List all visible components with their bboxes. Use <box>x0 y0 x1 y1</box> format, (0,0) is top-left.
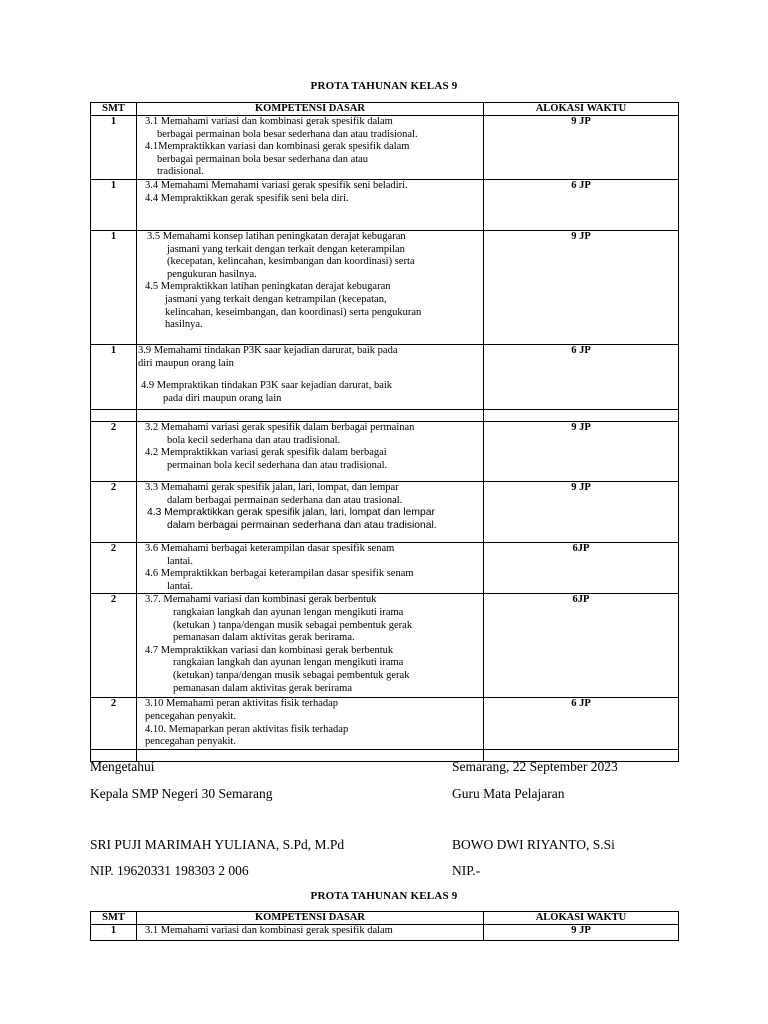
header-alokasi: ALOKASI WAKTU <box>484 103 679 116</box>
headmaster-nip: NIP. 19620331 198303 2 006 <box>90 863 249 878</box>
kd-line: 4.1Mempraktikkan variasi dan kombinasi gerak spesifik dalam <box>145 141 410 153</box>
table-header-row <box>91 103 679 116</box>
kd-line: 3.9 Memahami tindakan P3K saar kejadian darurat, baik pada <box>138 344 398 356</box>
kd-line: berbagai permainan bola besar sederhana dan atau <box>157 153 369 165</box>
table-row <box>91 542 679 593</box>
mengetahui-label: Mengetahui <box>90 759 155 774</box>
smt-cell: 2 <box>91 698 137 750</box>
kompetensi-cell <box>137 594 484 698</box>
empty-row <box>91 409 679 421</box>
kd-line: 3.10 Memahami peran aktivitas fisik terhadap <box>145 698 339 710</box>
alokasi-cell: 6JP <box>484 594 679 698</box>
smt-cell: 1 <box>91 179 137 230</box>
alokasi-cell: 6JP <box>484 542 679 593</box>
alokasi-cell: 9 JP <box>484 116 679 180</box>
kompetensi-cell <box>137 542 484 593</box>
kompetensi-cell <box>137 481 484 542</box>
kompetensi-cell <box>137 230 484 344</box>
empty-cell <box>91 409 137 421</box>
alokasi-cell: 9 JP <box>484 481 679 542</box>
kd-line: berbagai permainan bola besar sederhana dan atau tradisional. <box>157 128 418 140</box>
alokasi-cell: 6 JP <box>484 698 679 750</box>
table-row <box>91 179 679 230</box>
kd-line: rangkaian langkah dan ayunan lengan mengikuti irama <box>173 606 404 618</box>
kd-line: 3.4 Memahami Memahami variasi gerak spesifik seni beladiri. <box>145 179 408 191</box>
smt-cell: 1 <box>91 116 137 180</box>
prota-table-2 <box>90 911 679 941</box>
alokasi-cell: 6 JP <box>484 344 679 409</box>
kd-line: 4.7 Mempraktikkan variasi dan kombinasi gerak berbentuk <box>145 644 394 656</box>
kd-line: bola kecil sederhana dan atau tradisional. <box>167 434 341 446</box>
kd-line: jasmani yang terkait dengan ketrampilan (kecepatan, <box>165 293 387 305</box>
empty-cell <box>137 409 484 421</box>
kd-line: 4.3 Mempraktikkan gerak spesifik jalan, lari, lompat dan lempar <box>147 507 435 519</box>
prota-table <box>90 102 679 762</box>
smt-cell: 2 <box>91 481 137 542</box>
table-header-row <box>91 912 679 925</box>
kompetensi-cell <box>137 116 484 180</box>
kd-line: pencegahan penyakit. <box>145 710 236 722</box>
kompetensi-cell <box>137 421 484 481</box>
table-row <box>91 698 679 750</box>
teacher-nip: NIP.- <box>452 863 481 878</box>
kd-line: diri maupun orang lain <box>138 357 234 369</box>
kompetensi-cell <box>137 698 484 750</box>
kompetensi-cell: 3.1 Memahami variasi dan kombinasi gerak spesifik dalam <box>137 925 484 941</box>
headmaster-role: Kepala SMP Negeri 30 Semarang <box>90 786 273 801</box>
kd-line: 3.7. Memahami variasi dan kombinasi gerak berbentuk <box>145 594 377 606</box>
header-smt: SMT <box>91 103 137 116</box>
kd-line: lantai. <box>167 580 193 592</box>
table-row <box>91 421 679 481</box>
smt-cell: 2 <box>91 421 137 481</box>
kd-line: lantai. <box>167 555 193 567</box>
kd-line: pemanasan dalam aktivitas gerak berirama <box>173 682 353 694</box>
smt-cell: 2 <box>91 542 137 593</box>
kd-line: pengukuran hasilnya. <box>167 268 257 280</box>
kd-line: pada diri maupun orang lain <box>163 392 282 404</box>
kd-line: 3.5 Memahami konsep latihan peningkatan derajat kebugaran <box>147 230 406 242</box>
kd-line: 4.2 Mempraktikkan variasi gerak spesifik dalam berbagai <box>145 447 387 459</box>
header-smt: SMT <box>91 912 137 925</box>
alokasi-cell: 9 JP <box>484 230 679 344</box>
kd-line: dalam berbagai permainan sederhana dan atau tradisional. <box>167 519 437 531</box>
place-date: Semarang, 22 September 2023 <box>452 759 618 774</box>
kd-line: jasmani yang terkait dengan terkait dengan keterampilan <box>167 243 405 255</box>
kd-line: 4.4 Mempraktikkan gerak spesifik seni bela diri. <box>145 192 349 204</box>
kd-line: 4.5 Mempraktikkan latihan peningkatan derajat kebugaran <box>145 281 391 293</box>
spacer <box>138 370 483 380</box>
page-title-2: PROTA TAHUNAN KELAS 9 <box>310 890 458 902</box>
smt-cell: 1 <box>91 344 137 409</box>
alokasi-cell: 6 JP <box>484 179 679 230</box>
header-alokasi: ALOKASI WAKTU <box>484 912 679 925</box>
kd-line: rangkaian langkah dan ayunan lengan mengikuti irama <box>173 657 404 669</box>
kd-line: pencegahan penyakit. <box>145 736 236 748</box>
kd-line: (ketukan) tanpa/dengan musik sebagai pembentuk gerak <box>173 669 410 681</box>
empty-cell <box>137 750 484 762</box>
teacher-name: BOWO DWI RIYANTO, S.Si <box>452 837 615 852</box>
page-title: PROTA TAHUNAN KELAS 9 <box>310 80 458 92</box>
empty-cell <box>484 409 679 421</box>
table-row <box>91 344 679 409</box>
table-row <box>91 925 679 941</box>
table-row <box>91 116 679 180</box>
kd-line: 3.1 Memahami variasi dan kombinasi gerak spesifik dalam <box>145 116 393 127</box>
smt-cell: 1 <box>91 925 137 941</box>
kompetensi-cell <box>137 179 484 230</box>
header-kompetensi: KOMPETENSI DASAR <box>137 912 484 925</box>
alokasi-cell: 9 JP <box>484 925 679 941</box>
kd-line: 3.3 Memahami gerak spesifik jalan, lari, lompat, dan lempar <box>145 481 399 493</box>
smt-cell: 2 <box>91 594 137 698</box>
table-row <box>91 481 679 542</box>
kd-line: 4.10. Memaparkan peran aktivitas fisik terhadap <box>145 723 349 735</box>
kd-line: dalam berbagai permainan sederhana dan atau trasional. <box>167 494 403 506</box>
kd-line: permainan bola kecil sederhana dan atau tradisional. <box>167 459 388 471</box>
kd-line: 3.6 Memahami berbagai keterampilan dasar spesifik senam <box>145 542 395 554</box>
teacher-role: Guru Mata Pelajaran <box>452 786 565 801</box>
kd-line: 4.9 Mempraktikan tindakan P3K saar kejadian darurat, baik <box>141 380 393 392</box>
headmaster-name: SRI PUJI MARIMAH YULIANA, S.Pd, M.Pd <box>90 837 345 852</box>
kompetensi-cell <box>137 344 484 409</box>
kd-line: (ketukan ) tanpa/dengan musik sebagai pembentuk gerak <box>173 619 413 631</box>
kd-line: tradisional. <box>157 166 204 178</box>
kd-line: (kecepatan, kelincahan, kesimbangan dan koordinasi) serta <box>167 256 415 268</box>
kd-line: 3.2 Memahami variasi gerak spesifik dalam berbagai permainan <box>145 421 415 433</box>
table-row <box>91 594 679 698</box>
header-kompetensi: KOMPETENSI DASAR <box>137 103 484 116</box>
kd-line: kelincahan, keseimbangan, dan koordinasi) serta pengukuran <box>165 306 422 318</box>
kd-line: hasilnya. <box>165 319 203 331</box>
kd-line: pemanasan dalam aktivitas gerak berirama. <box>173 632 355 644</box>
kd-line: 4.6 Mempraktikkan berbagai keterampilan dasar spesifik senam <box>145 568 414 580</box>
table-row <box>91 230 679 344</box>
smt-cell: 1 <box>91 230 137 344</box>
alokasi-cell: 9 JP <box>484 421 679 481</box>
